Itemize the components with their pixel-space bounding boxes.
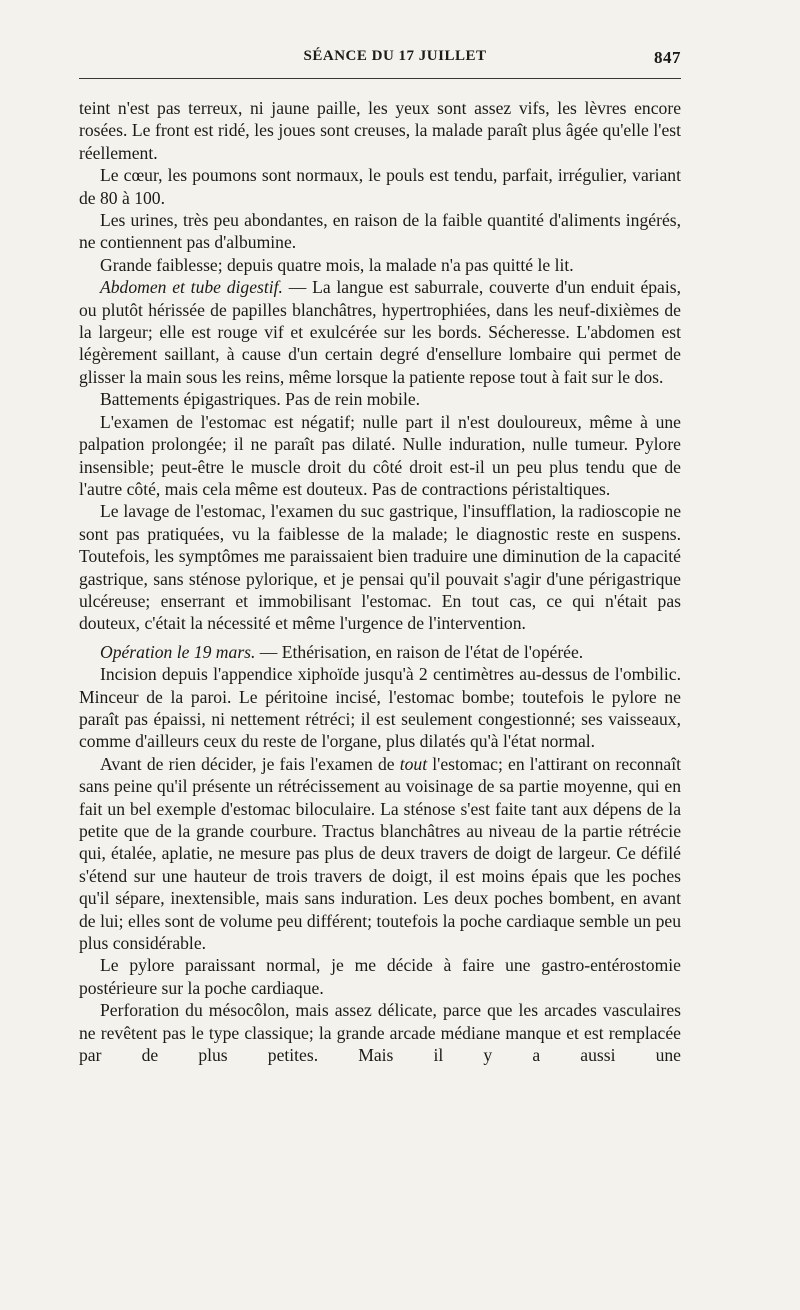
section-lead: Abdomen et tube digestif. [100,277,283,298]
paragraph: Abdomen et tube digestif. — La langue est saburrale, couverte d'un enduit épais, ou plutôt hérissée de papilles blanchâtres, hypertrophiées, dans les neuf-dixièmes de la largeur; elle est rouge vif et exulcérée sur les bords. Sécheresse. L'abdomen est légèrement saillant, à cause d'un certain degré d'ensellure lombaire qui permet de glisser la main sous les reins, même lorsque la patiente repose tout à fait sur le dos. [79,277,681,387]
paragraph: Opération le 19 mars. — Ethérisation, en raison de l'état de l'opérée. [100,641,584,662]
paragraph: Avant de rien décider, je fais l'examen de tout l'estomac; en l'attirant on reconnaît sans peine qu'il présente un rétrécissement au voisinage de sa partie moyenne, qui en fait un bel exemple d'estomac biloculaire. La sténose s'est faite tant aux dépens de la petite que de la grande courbure. Tractus blanchâtres au niveau de la partie rétrécie qui, étalée, aplatie, ne mesure pas plus de deux travers de doigt de largeur. Ce défilé s'étend sur une hauteur de trois travers de doigt, il est moins épais que les poches qu'il sépare, inextensible, mais sans induration. Les deux poches bombent, en avant de lui; elles sont de volume peu différent; toutefois la poche cardiaque semble un peu plus considérable. [79,753,681,954]
paragraph: Battements épigastriques. Pas de rein mobile. [100,389,421,410]
body-text [79,97,681,1066]
paragraph: Perforation du mésocôlon, mais assez délicate, parce que les arcades vasculaires ne revêtent pas le type classique; la grande arcade médiane manque et est remplacée par de plus petites. Mais il y a aussi une [79,1000,681,1066]
paragraph: Le lavage de l'estomac, l'examen du suc gastrique, l'insufflation, la radioscopie ne sont pas pratiquées, vu la faiblesse de la malade; le diagnostic reste en suspens. Toutefois, les symptômes me paraissaient bien traduire une diminution de la capacité gastrique, sans sténose pylorique, et je pensai qu'il pouvait s'agir d'une périgastrique ulcéreuse; enserrant et immobilisant l'estomac. En tout cas, ce qui n'était pas douteux, c'était la nécessité et même l'urgence de l'intervention. [79,501,681,634]
running-header [79,48,681,74]
paragraph: teint n'est pas terreux, ni jaune paille, les yeux sont assez vifs, les lèvres encore rosées. Le front est ridé, les joues sont creuses, la malade paraît plus âgée qu'elle l'est réellement. [79,98,681,163]
header-rule [79,78,681,79]
paragraph: Le pylore paraissant normal, je me décide à faire une gastro-entérostomie postérieure sur la poche cardiaque. [79,955,681,998]
running-title: SÉANCE DU 17 JUILLET [303,48,487,64]
paragraph: Incision depuis l'appendice xiphoïde jusqu'à 2 centimètres au-dessus de l'ombilic. Minceur de la paroi. Le péritoine incisé, l'estomac bombe; toutefois le pylore ne paraît pas épaissi, ni nettement rétréci; il est seulement congestionné; ses vaisseaux, comme d'ailleurs ceux du reste de l'organe, plus dilatés qu'à l'état normal. [79,664,681,752]
emphasis: tout [399,753,428,774]
section-lead: Opération le 19 mars. [100,641,256,662]
paragraph: Le cœur, les poumons sont normaux, le pouls est tendu, parfait, irrégulier, variant de 80 à 100. [79,165,681,208]
paragraph: Grande faiblesse; depuis quatre mois, la malade n'a pas quitté le lit. [100,254,574,275]
paragraph: Les urines, très peu abondantes, en raison de la faible quantité d'aliments ingérés, ne contiennent pas d'albumine. [79,210,681,253]
page-number: 847 [654,48,681,67]
book-page [79,48,681,1066]
paragraph: L'examen de l'estomac est négatif; nulle part il n'est douloureux, même à une palpation prolongée; il ne paraît pas dilaté. Nulle induration, nulle tumeur. Pylore insensible; peut-être le muscle droit du côté droit est-il un peu plus tendu que de l'autre côté, mais cela même est douteux. Pas de contractions péristaltiques. [79,411,681,499]
